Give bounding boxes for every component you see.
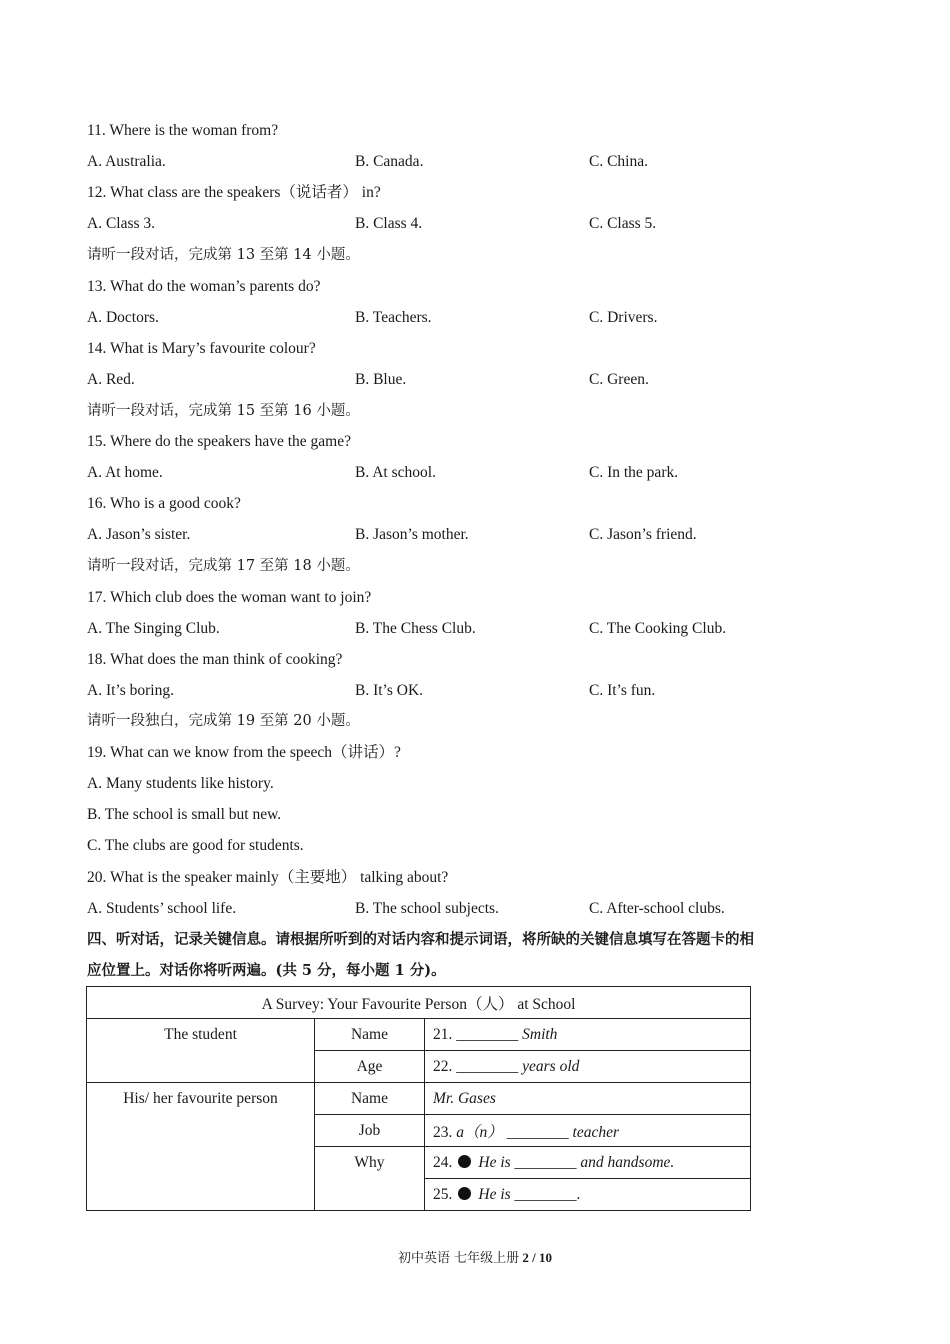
job-label: Job — [315, 1115, 425, 1147]
question-15: 15. Where do the speakers have the game? — [87, 433, 351, 450]
answer-24-tail: and handsome. — [580, 1153, 675, 1171]
option-19b: B. The school is small but new. — [87, 806, 282, 823]
fav-name-label: Name — [315, 1083, 425, 1115]
fav-name-value: Mr. Gases — [425, 1083, 751, 1115]
why-label: Why — [315, 1147, 425, 1211]
option-16c: C. Jason’s friend. — [589, 526, 697, 543]
answer-24-text: He is — [478, 1153, 511, 1171]
option-12b: B. Class 4. — [355, 215, 423, 232]
option-17b: B. The Chess Club. — [355, 620, 476, 637]
option-16a: A. Jason’s sister. — [87, 526, 191, 543]
option-20b: B. The school subjects. — [355, 900, 499, 917]
option-14c: C. Green. — [589, 371, 649, 388]
page-number: 2 / 10 — [522, 1250, 552, 1265]
answer-22-text: years old — [522, 1057, 580, 1075]
option-11b: B. Canada. — [355, 153, 424, 170]
option-13a: A. Doctors. — [87, 309, 159, 326]
answer-23-blank: ________ — [506, 1123, 569, 1141]
answer-23-num: 23. — [433, 1123, 453, 1141]
option-15b: B. At school. — [355, 464, 436, 481]
page-footer — [0, 1247, 950, 1266]
answer-25-num: 25. — [433, 1185, 453, 1203]
option-18a: A. It’s boring. — [87, 682, 174, 699]
option-20a: A. Students’ school life. — [87, 900, 237, 917]
option-18c: C. It’s fun. — [589, 682, 656, 699]
option-11a: A. Australia. — [87, 153, 166, 170]
option-15c: C. In the park. — [589, 464, 679, 481]
answer-21-blank: 21. ________ — [433, 1025, 519, 1043]
option-12a: A. Class 3. — [87, 215, 156, 232]
option-13c: C. Drivers. — [589, 309, 658, 326]
option-20c: C. After-school clubs. — [589, 900, 725, 917]
student-age-label: Age — [315, 1051, 425, 1083]
section4-instruction-line2: 应位置上。对话你将听两遍。(共 5 分，每小题 1 分)。 — [87, 962, 446, 979]
option-12c: C. Class 5. — [589, 215, 657, 232]
question-13: 13. What do the woman’s parents do? — [87, 278, 321, 295]
answer-22-blank: 22. ________ — [433, 1057, 519, 1075]
question-12: 12. What class are the speakers（说话者） in? — [87, 184, 381, 201]
option-11c: C. China. — [589, 153, 648, 170]
answer-23-tail: teacher — [572, 1123, 619, 1141]
question-16: 16. Who is a good cook? — [87, 495, 241, 512]
answer-25-cell[interactable] — [425, 1179, 751, 1211]
option-19c: C. The clubs are good for students. — [87, 837, 304, 854]
student-label: The student — [87, 1019, 315, 1083]
option-15a: A. At home. — [87, 464, 163, 481]
survey-table — [86, 986, 751, 1211]
favourite-person-label: His/ her favourite person — [87, 1083, 315, 1211]
answer-22-cell[interactable] — [425, 1051, 751, 1083]
question-14: 14. What is Mary’s favourite colour? — [87, 340, 316, 357]
question-19: 19. What can we know from the speech（讲话）? — [87, 744, 401, 761]
option-16b: B. Jason’s mother. — [355, 526, 469, 543]
answer-25-blank: ________. — [514, 1185, 581, 1203]
instruction-17-18: 请听一段对话，完成第 17 至第 18 小题。 — [87, 558, 360, 574]
answer-23-cell[interactable] — [425, 1115, 751, 1147]
footer-text: 初中英语 七年级上册 — [397, 1251, 520, 1266]
answer-24-blank: ________ — [514, 1153, 577, 1171]
answer-24-cell[interactable] — [425, 1147, 751, 1179]
bullet-icon — [458, 1187, 471, 1200]
question-17: 17. Which club does the woman want to join? — [87, 589, 372, 606]
bullet-icon — [458, 1155, 471, 1168]
student-name-label: Name — [315, 1019, 425, 1051]
answer-25-text: He is — [478, 1185, 511, 1203]
option-17a: A. The Singing Club. — [87, 620, 220, 637]
survey-title: A Survey: Your Favourite Person（人） at School — [87, 987, 751, 1019]
section4-instruction-line1: 四、听对话，记录关键信息。请根据所听到的对话内容和提示词语，将所缺的关键信息填写在答题卡的相 — [87, 931, 754, 948]
instruction-13-14: 请听一段对话，完成第 13 至第 14 小题。 — [87, 247, 360, 263]
answer-24-num: 24. — [433, 1153, 453, 1171]
instruction-15-16: 请听一段对话，完成第 15 至第 16 小题。 — [87, 403, 360, 419]
question-11: 11. Where is the woman from? — [87, 122, 279, 139]
answer-21-cell[interactable] — [425, 1019, 751, 1051]
instruction-19-20: 请听一段独白，完成第 19 至第 20 小题。 — [87, 713, 360, 729]
answer-21-text: Smith — [522, 1025, 558, 1043]
question-18: 18. What does the man think of cooking? — [87, 651, 343, 668]
option-14b: B. Blue. — [355, 371, 407, 388]
option-18b: B. It’s OK. — [355, 682, 424, 699]
question-20: 20. What is the speaker mainly（主要地） talking about? — [87, 869, 449, 886]
answer-23-text: a（n） — [456, 1123, 503, 1141]
option-14a: A. Red. — [87, 371, 135, 388]
option-19a: A. Many students like history. — [87, 775, 274, 792]
option-17c: C. The Cooking Club. — [589, 620, 727, 637]
option-13b: B. Teachers. — [355, 309, 432, 326]
